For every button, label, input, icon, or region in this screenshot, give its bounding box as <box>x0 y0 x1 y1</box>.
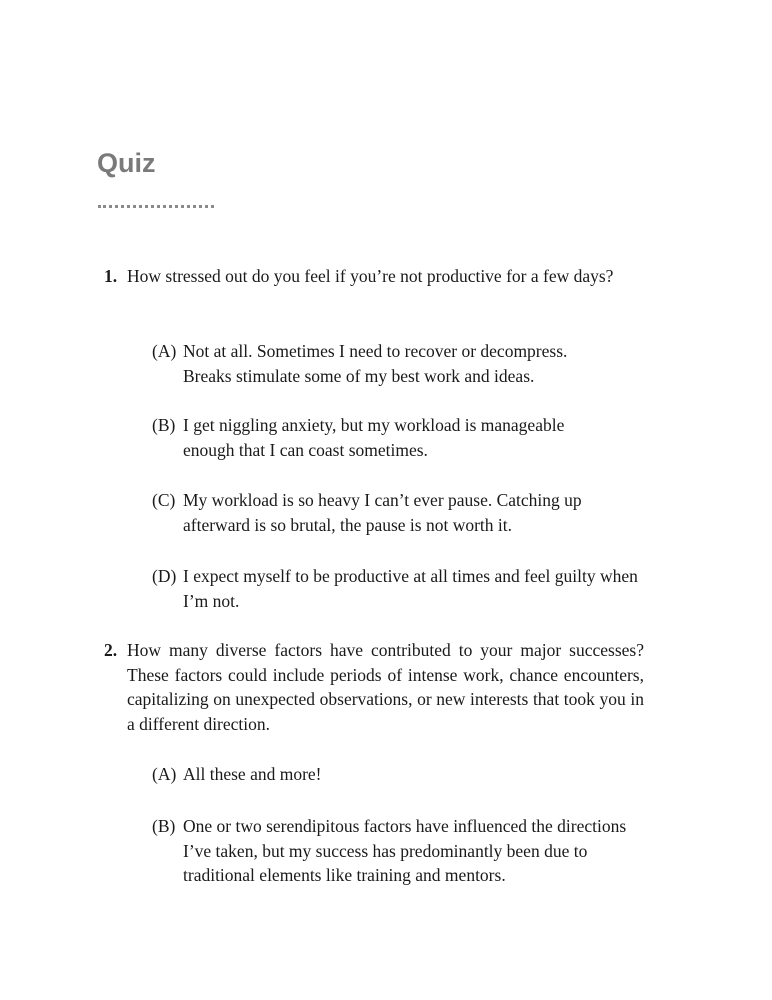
option-text: I expect myself to be productive at all times and feel guilty when I’m not. <box>183 566 638 611</box>
option-label: (C) <box>152 490 176 510</box>
question-1-option-b <box>152 413 612 462</box>
option-label: (A) <box>152 764 177 784</box>
question-1-option-c <box>152 488 622 537</box>
option-text: I get niggling anxiety, but my workload is manageable enough that I can coast sometimes. <box>183 415 565 460</box>
option-label: (D) <box>152 566 177 586</box>
option-text: My workload is so heavy I can’t ever pause. Catching up afterward is so brutal, the pause is not worth it. <box>183 490 582 535</box>
page-title: Quiz <box>97 148 156 178</box>
question-1-option-a <box>152 339 612 388</box>
option-label: (B) <box>152 816 176 836</box>
dotted-divider <box>98 205 214 208</box>
question-text: How many diverse factors have contributed to your major successes? These factors could include periods of intense work, chance encounters, capitalizing on unexpected observations, or new interests that took you in a different direction. <box>127 640 644 734</box>
question-1-option-d <box>152 564 642 613</box>
question-2 <box>104 638 644 736</box>
option-text: All these and more! <box>183 764 322 784</box>
option-label: (B) <box>152 415 176 435</box>
question-2-option-a <box>152 762 632 787</box>
question-number: 1. <box>104 266 118 286</box>
option-text: Not at all. Sometimes I need to recover or decompress. Breaks stimulate some of my best work and ideas. <box>183 341 568 386</box>
question-1 <box>104 264 644 289</box>
question-text: How stressed out do you feel if you’re not productive for a few days? <box>127 266 614 286</box>
option-text: One or two serendipitous factors have influenced the directions I’ve taken, but my success has predominantly been due to traditional elements like training and mentors. <box>183 816 627 885</box>
question-2-option-b <box>152 814 628 888</box>
option-label: (A) <box>152 341 177 361</box>
question-number: 2. <box>104 640 118 660</box>
